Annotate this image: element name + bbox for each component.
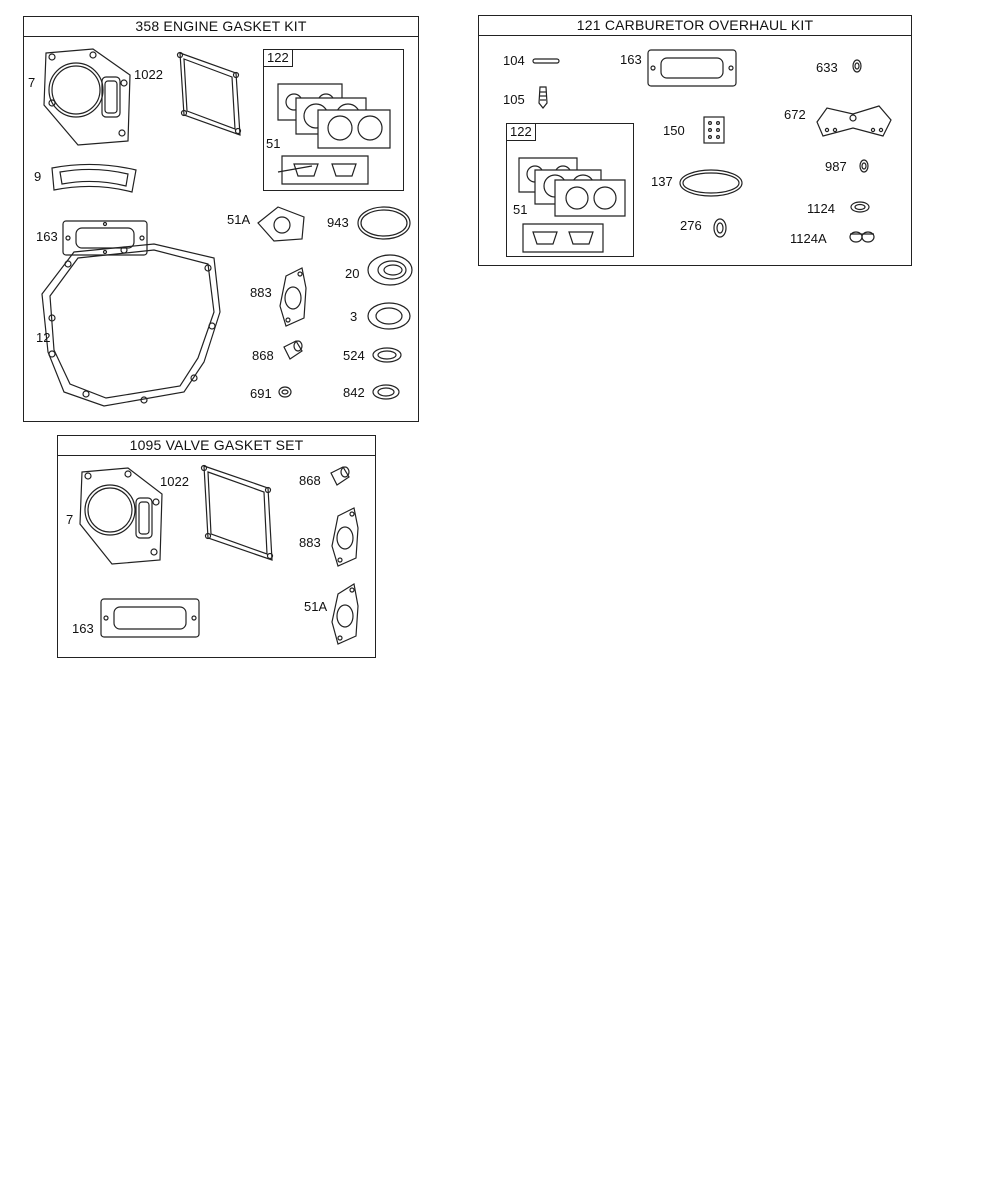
washer-842-drawing [371,383,401,401]
oil-seal-3-drawing [366,301,412,331]
subkit-label: 122 [507,124,536,141]
part-label-943: 943 [327,215,349,230]
panel-title: 358 ENGINE GASKET KIT [24,17,418,37]
subkit-122-box [263,49,404,191]
engine-gasket-kit-panel [23,16,419,422]
part-label-105: 105 [503,92,525,107]
part-label-276: 276 [680,218,702,233]
part-label-51a: 51A [227,212,251,227]
part-label-7: 7 [66,512,74,527]
part-label-868: 868 [252,348,274,363]
part-label-51a: 51A [304,599,328,614]
valve-cover-gasket-drawing [198,464,278,562]
part-label-51: 51 [513,202,528,217]
subkit-label: 122 [264,50,293,67]
intake-elbow-gasket-drawing [330,506,360,568]
valve-seal-868-drawing [329,465,351,487]
part-label-150: 150 [663,123,685,138]
carburetor-gasket-stack-drawing [272,70,398,188]
bowl-gasket-672-drawing [813,102,893,138]
part-label-987: 987 [825,159,847,174]
intake-elbow-gasket-drawing [278,266,308,328]
cylinder-head-gasket-drawing [38,45,138,150]
part-label-842: 842 [343,385,365,400]
part-label-672: 672 [784,107,806,122]
part-label-137: 137 [651,174,673,189]
intake-gasket-drawing [100,598,200,638]
part-label-524: 524 [343,348,365,363]
part-label-3: 3 [350,309,358,324]
breather-gasket-drawing [256,205,306,243]
plate-150-drawing [703,116,725,144]
part-label-163: 163 [72,621,94,636]
o-ring-943-drawing [356,205,412,241]
part-label-9: 9 [34,169,42,184]
valve-cover-gasket-drawing [172,51,244,137]
washer-524-drawing [371,346,403,364]
breather-gasket-drawing [330,582,362,646]
panel-title: 121 CARBURETOR OVERHAUL KIT [479,16,911,36]
part-label-20: 20 [345,266,360,281]
washer-691-drawing [277,385,293,399]
jet-987-drawing [859,159,869,173]
cap-1124a-drawing [848,230,876,244]
carburetor-gasket-stack-drawing [515,146,631,254]
part-label-868: 868 [299,473,321,488]
part-label-883: 883 [250,285,272,300]
part-label-163: 163 [620,52,642,67]
carburetor-overhaul-kit-panel [478,15,912,266]
part-label-1022: 1022 [134,67,163,82]
washer-1124-drawing [849,200,871,214]
crankcase-gasket-drawing [34,242,230,412]
part-label-633: 633 [816,60,838,75]
valve-seal-868-drawing [282,339,304,361]
part-label-691: 691 [250,386,272,401]
part-label-7: 7 [28,75,36,90]
part-label-1022: 1022 [160,474,189,489]
intake-gasket-drawing [647,49,737,87]
o-ring-137-drawing [678,168,744,198]
part-label-12: 12 [36,330,51,345]
oil-seal-20-drawing [366,253,414,287]
valve-gasket-set-panel [57,435,376,658]
part-label-883: 883 [299,535,321,550]
jet-633-drawing [851,59,863,73]
cylinder-head-gasket-drawing [76,464,168,568]
pin-104-drawing [532,57,560,65]
part-label-104: 104 [503,53,525,68]
part-label-1124a: 1124A [790,231,827,246]
subkit-122-box [506,123,634,257]
seal-276-drawing [712,217,728,239]
part-label-163: 163 [36,229,58,244]
exhaust-gasket-drawing [50,162,138,196]
panel-title: 1095 VALVE GASKET SET [58,436,375,456]
part-label-1124: 1124 [807,201,835,216]
float-needle-105-drawing [537,85,549,109]
part-label-51: 51 [266,136,281,151]
